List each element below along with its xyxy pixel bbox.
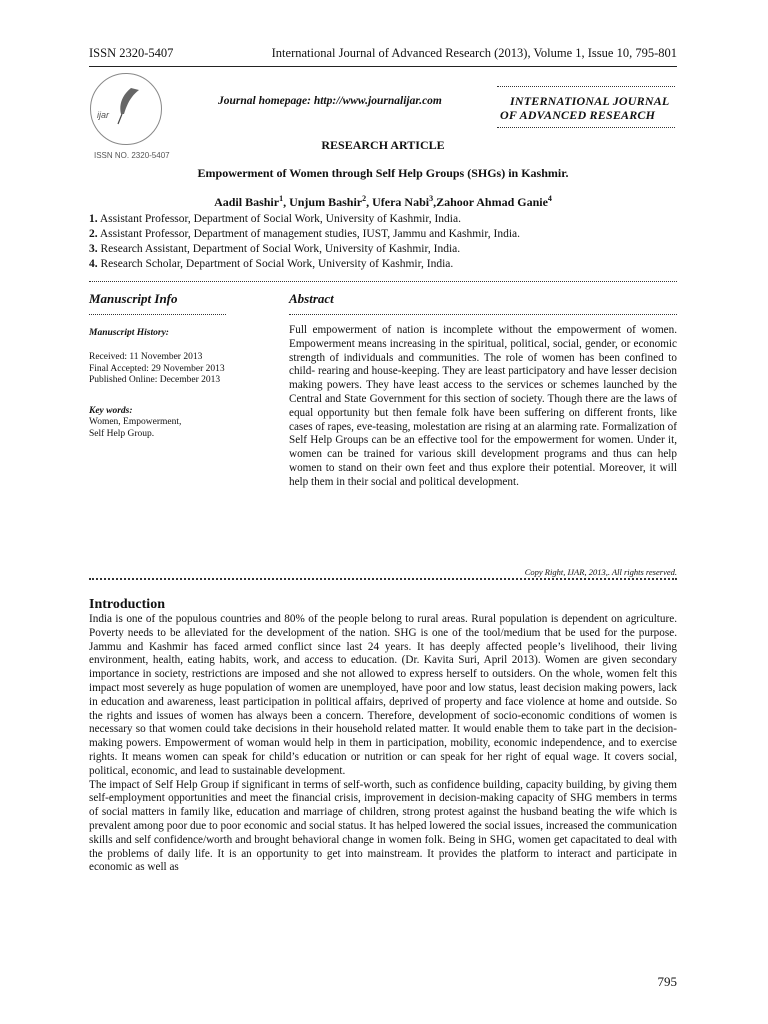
introduction-paragraph: The impact of Self Help Group if significant in terms of self-worth, such as confidence building, capacity building, by giving them self-employment opportunities and meet the financial crisis, improvement in decision-making capacity of SHG members in terms of social matters in family like, education and marriage of children, strong protest against the husband beating the wife which is prevalent among poor due to poor economic and social status. It has helped lowered the social issues, increased the communication skills and self confidence/worth and brought behavioral change in women folk. Being in SHG, women get capacitated to deal with the problems of daily life. It is an opportunity to get into mainstream. It provides the platform to interact and participate in economic as well as (89, 778, 677, 874)
accepted-date: Final Accepted: 29 November 2013 (89, 363, 225, 374)
journal-name-top-rule (497, 86, 675, 87)
manuscript-dates (89, 352, 225, 387)
introduction-body (89, 613, 677, 875)
journal-name-line1: INTERNATIONAL JOURNAL (510, 94, 670, 108)
manuscript-history-label: Manuscript History: (89, 328, 169, 338)
article-title: Empowerment of Women through Self Help Groups (SHGs) in Kashmir. (197, 166, 569, 180)
issn-header: ISSN 2320-5407 (89, 46, 174, 60)
abstract-end-rule (89, 578, 677, 580)
affiliation-list (89, 212, 520, 272)
journal-name-line2: OF ADVANCED RESEARCH (500, 108, 656, 122)
manuscript-info-heading: Manuscript Info (89, 291, 178, 306)
published-date: Published Online: December 2013 (89, 375, 221, 385)
journal-logo (90, 73, 162, 145)
abstract-heading: Abstract (289, 291, 334, 306)
introduction-paragraph: India is one of the populous countries and 80% of the people belong to rural areas. Rural population is dependent on agriculture. Poverty needs to be alleviated for the development of the nation. SHG is one of the tool/medium that be used for the purpose. Jammu and Kashmir has faced armed conflict since last 24 years. It has deeply affected people’s livelihood, their living environment, health, eating habits, work, and access to education. (Dr. Kavita Suri, April 2013). Women are given secondary importance in society, restrictions are imposed and she not allowed to express herself to outsiders. On the whole, women felt this impact most severely as huge population of women are unemployed, have poor and low status, least decision making powers, lack in education and awareness, least participation in political affairs, deprived of property and face violence at home and outside. So the rights and issues of women has always been a concern. Therefore, development of socio-economic conditions of women is necessary so that women could take decisions in their household related matter. It would enable them to take part in the decision-making powers. Empowerment of woman would help in them in participation, mobility, economic independence, and to exercise rights. It means women can speak for child’s education or nutrition or can speak for her right of equal wage. It covers social, political, economic, and lead to sustainable development. (89, 613, 677, 777)
introduction-heading: Introduction (89, 597, 165, 612)
journal-citation: International Journal of Advanced Research (2013), Volume 1, Issue 10, 795-801 (271, 46, 677, 60)
keywords: Women, Empowerment, Self Help Group. (89, 417, 182, 439)
logo-text: ijar (97, 110, 110, 120)
received-date: Received: 11 November 2013 (89, 352, 203, 362)
abstract-rule (289, 314, 677, 315)
affiliation-item: 3. Research Assistant, Department of Social Work, University of Kashmir, India. (89, 243, 461, 255)
author-name: Ufera Nabi (372, 195, 430, 209)
header-rule (89, 66, 677, 67)
abstract-text: Full empowerment of nation is incomplete without the empowerment of women. Empowerment means increasing in the spiritual, political, social, gender, or economic strength of individuals and communities. The role of women has been confined to child- rearing and house-keeping. They are least participatory and have lesser decision making powers. They have least access to the services or schemes launched by the Central and State Government for this section of society. Though there are the laws of equal opportunity but then female folk have been suffering on different fronts, like cases of rapes, eve-teasing, molestation are rising at an alarming rate. Formalization of Self Help Groups can be an effective tool for the empowerment for women. Under it, women can be trained for various skill development programs and thus can help women to stand on their own feet and thus explore their potential. Moreover, it will help them in their social and political development. (289, 324, 678, 488)
affiliation-item: 4. Research Scholar, Department of Social Work, University of Kashmir, India. (89, 258, 454, 270)
copyright-note: Copy Right, IJAR, 2013,. All rights reserved. (524, 567, 677, 577)
journal-name-bottom-rule (497, 127, 675, 128)
quill-icon (91, 74, 161, 144)
author-name: Unjum Bashir (289, 195, 363, 209)
author-list: Aadil Bashir$^1$, Unjum Bashir$^2$, Ufera Nabi$^3$,Zahoor Ahmad Ganie$^4$ (214, 194, 552, 209)
page-number: 795 (657, 974, 677, 989)
keywords-label: Key words: (89, 406, 133, 416)
affiliation-item: 2. Assistant Professor, Department of management studies, IUST, Jammu and Kashmir, India. (89, 228, 520, 240)
journal-homepage: Journal homepage: http://www.journalijar.com (218, 95, 442, 107)
article-type: RESEARCH ARTICLE (321, 138, 445, 152)
affiliation-rule (89, 281, 677, 282)
affiliation-item: 1. Assistant Professor, Department of Social Work, University of Kashmir, India. (89, 213, 461, 225)
manuscript-rule (89, 314, 226, 315)
logo-issn: ISSN NO. 2320-5407 (94, 151, 170, 160)
author-name: Aadil Bashir (214, 195, 280, 209)
author-name: Zahoor Ahmad Ganie (436, 195, 548, 209)
